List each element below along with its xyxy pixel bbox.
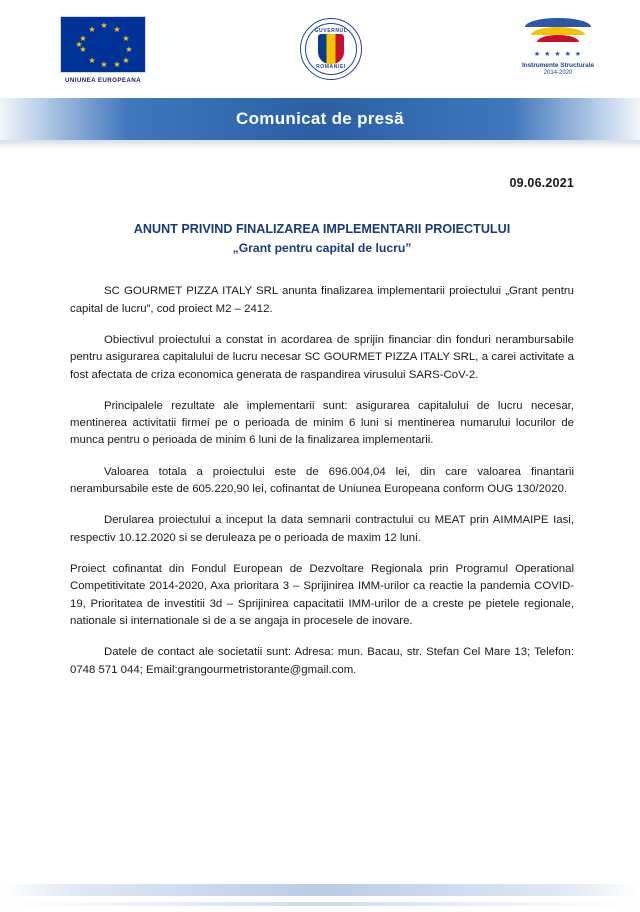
paragraph: SC GOURMET PIZZA ITALY SRL anunta finalizarea implementarii proiectului „Grant pentru capital de lucru”, cod proiect M2 – 2412. bbox=[70, 285, 574, 315]
government-seal-top-text: GUVERNUL bbox=[314, 28, 348, 34]
document-date: 09.06.2021 bbox=[509, 176, 574, 190]
romanian-government-seal-icon bbox=[300, 18, 362, 80]
header-logo-strip bbox=[0, 0, 640, 88]
structural-instruments-logo-block bbox=[516, 16, 600, 76]
paragraph: Principalele rezultate ale implementarii sunt: asigurarea capitalului de lucru necesar, mentinerea activitatii firmei pe o perioada de minim 6 luni si mentinerea numarului locurilor de munca pentru o perioada de minim 6 luni de la finalizarea implementarii. bbox=[70, 399, 574, 447]
footer-decorative-bar-secondary bbox=[0, 902, 640, 906]
structural-caption-sub: 2014-2020 bbox=[543, 70, 573, 76]
paragraph: Proiect cofinantat din Fondul European de Dezvoltare Regionala prin Programul Operational Competitivitate 2014-2020, Axa prioritara 3 – Sprijinirea IMM-urilor ca reactie la pandemia COVID-19, Prioritatea de investitii 3d – Sprijinirea capacitatii IMM-urilor de a creste pe pietele regionale, nationale si internationale si de a se angaja in procesele de inovare. bbox=[70, 563, 574, 628]
stars-row-icon: ★ ★ ★ ★ ★ bbox=[533, 51, 583, 58]
page-title bbox=[70, 220, 574, 257]
arc-yellow bbox=[531, 27, 585, 35]
press-release-banner bbox=[0, 98, 640, 140]
footer-decorative-bar bbox=[0, 884, 640, 896]
eu-flag-icon: ★ ★ ★ ★ ★ ★ ★ ★ ★ ★ ★ ★ bbox=[60, 16, 146, 73]
banner-title: Comunicat de presă bbox=[236, 109, 404, 128]
paragraph: Obiectivul proiectului a constat in acordarea de sprijin financiar din fonduri nerambursabile pentru asigurarea capitalului de lucru necesar SC GOURMET PIZZA ITALY SRL, a carei activitate a fost afectata de criza economica generata de raspandirea virusului SARS-CoV-2. bbox=[70, 333, 574, 381]
page-title-line1: ANUNT PRIVIND FINALIZAREA IMPLEMENTARII PROIECTULUI bbox=[133, 222, 511, 236]
document-body bbox=[0, 150, 640, 679]
page-title-line2: „Grant pentru capital de lucru” bbox=[232, 240, 412, 255]
eu-logo-block bbox=[60, 16, 146, 84]
paragraph: Valoarea totala a proiectului este de 696.004,04 lei, din care valoarea finantarii nerambursabile este de 605.220,90 lei, cofinantat de Uniunea Europeana conform OUG 130/2020. bbox=[70, 465, 574, 496]
paragraph: Derularea proiectului a inceput la data semnarii contractului cu MEAT prin AIMMAIPE Iasi, respectiv 10.12.2020 si se deruleaza pe o perioada de maxim 12 luni. bbox=[70, 514, 574, 544]
structural-caption-main: Instrumente Structurale bbox=[521, 62, 595, 69]
arc-blue bbox=[525, 18, 591, 27]
arc-red bbox=[537, 35, 579, 42]
romanian-flag-shield-icon bbox=[318, 34, 344, 64]
eu-caption: UNIUNEA EUROPEANA bbox=[64, 77, 141, 84]
paragraph: Datele de contact ale societatii sunt: Adresa: mun. Bacau, str. Stefan Cel Mare 13; Telefon: 0748 571 044; Email:grangourmetristorante@gmail.com. bbox=[70, 646, 574, 676]
banner-shadow bbox=[0, 140, 640, 150]
government-seal-bottom-text: ROMANIEI bbox=[316, 64, 346, 70]
structural-instruments-icon bbox=[525, 16, 591, 60]
government-logo-block bbox=[300, 18, 362, 80]
